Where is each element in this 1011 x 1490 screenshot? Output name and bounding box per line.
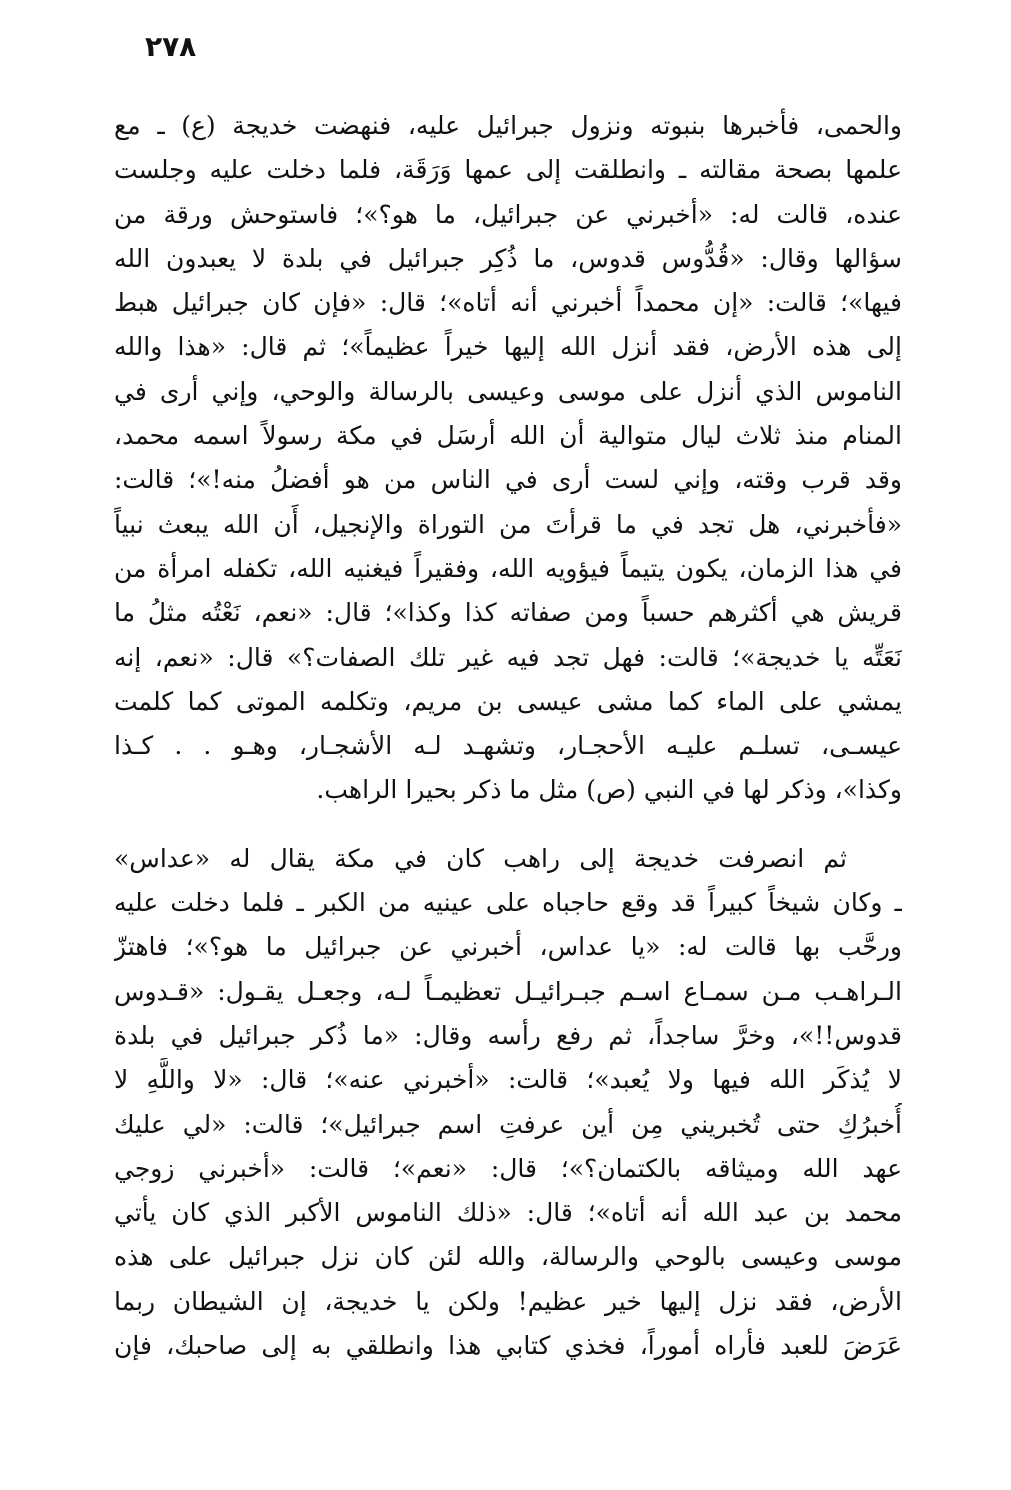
- text-line: قريش هي أكثرهم حسباً ومن صفاته كذا وكذا»؛ قال: «نعم، نَعْتُه مثلُ ما: [114, 598, 902, 628]
- text-line: إلى هذه الأرض، فقد أنزل الله إليها خيراً عظيماً»؛ ثم قال: «هذا والله: [114, 332, 902, 362]
- text-line: أُخبرُكِ حتى تُخبريني مِن أين عرفتِ اسم جبرائيل»؛ قالت: «لي عليك: [114, 1109, 902, 1139]
- text-line: محمد بن عبد الله أنه أتاه»؛ قال: «ذلك الناموس الأكبر الذي كان يأتي: [114, 1198, 902, 1228]
- text-line: المنام منذ ثلاث ليال متوالية أن الله أرسَل في مكة رسولاً اسمه محمد،: [114, 421, 902, 451]
- text-line: نَعَتِّه يا خديجة»؛ قالت: فهل تجد فيه غير تلك الصفات؟» قال: «نعم، إنه: [114, 642, 902, 672]
- text-line: في هذا الزمان، يكون يتيماً فيؤويه الله، وفقيراً فيغنيه الله، تكفله امرأة من: [114, 553, 902, 583]
- text-line: سؤالها وقال: «قُدُّوس قدوس، ما ذُكِر جبرائيل في بلدة لا يعبدون الله: [114, 243, 902, 273]
- text-line: يمشي على الماء كما مشى عيسى بن مريم، وتكلمه الموتى كما كلمت: [114, 686, 902, 716]
- text-line: عهد الله وميثاقه بالكتمان؟»؛ قال: «نعم»؛ قالت: «أخبرني زوجي: [114, 1153, 902, 1183]
- text-line: وكذا»، وذكر لها في النبي (ص) مثل ما ذكر بحيرا الراهب.: [316, 775, 902, 805]
- text-line: عنده، قالت له: «أخبرني عن جبرائيل، ما هو؟»؛ فاستوحش ورقة من: [114, 199, 902, 229]
- text-line: وقد قرب وقته، وإني لست أرى في الناس من هو أفضلُ منه!»؛ قالت:: [114, 465, 902, 495]
- text-line: قدوس!!»، وخرَّ ساجداً، ثم رفع رأسه وقال: «ما ذُكر جبرائيل في بلدة: [114, 1020, 902, 1050]
- text-line: والحمى، فأخبرها بنبوته ونزول جبرائيل عليه، فنهضت خديجة (ع) ـ مع: [114, 111, 902, 140]
- text-line: لا يُذكَر الله فيها ولا يُعبد»؛ قالت: «أخبرني عنه»؛ قال: «لا واللَّهِ لا: [114, 1065, 902, 1095]
- text-line: فيها»؛ قالت: «إن محمداً أخبرني أنه أتاه»؛ قال: «فإن كان جبرائيل هبط: [114, 288, 902, 318]
- text-line: علمها بصحة مقالته ـ وانطلقت إلى عمها وَرَقَة، فلما دخلت عليه وجلست: [114, 155, 902, 185]
- text-line: «فأخبرني، هل تجد في ما قرأتَ من التوراة والإنجيل، أَن الله يبعث نبياً: [114, 509, 902, 539]
- text-line: ورحَّب بها قالت له: «يا عداس، أخبرني عن جبرائيل ما هو؟»؛ فاهتزّ: [114, 932, 902, 962]
- text-line: ـ وكان شيخاً كبيراً قد وقع حاجباه على عينيه من الكبر ـ فلما دخلت عليه: [114, 888, 902, 918]
- text-line: موسى وعيسى بالوحي والرسالة، والله لئن كان نزل جبرائيل على هذه: [114, 1242, 902, 1272]
- paragraph-2: [114, 837, 902, 1369]
- page-body: [114, 104, 902, 1368]
- text-line: عَرَضَ للعبد فأراه أموراً، فخذي كتابي هذا وانطلقي به إلى صاحبك، فإن: [114, 1331, 902, 1361]
- paragraph-1: [114, 104, 902, 813]
- text-line: عيسـى، تسلـم عليـه الأحجـار، وتشهـد لـه الأشجـار، وهـو . . كـذا: [114, 731, 902, 761]
- text-line: الناموس الذي أنزل على موسى وعيسى بالرسالة والوحي، وإني أرى في: [114, 376, 902, 406]
- page-number: ٢٧٨: [145, 30, 197, 63]
- text-line: الـراهـب مـن سمـاع اسـم جبـرائيـل تعظيمـاً لـه، وجعـل يقـول: «قـدوس: [114, 976, 902, 1006]
- paragraph-divider: [114, 813, 902, 837]
- text-line: الأرض، فقد نزل إليها خير عظيم! ولكن يا خديجة، إن الشيطان ربما: [114, 1286, 902, 1316]
- text-line: ثم انصرفت خديجة إلى راهب كان في مكة يقال له «عداس»: [114, 843, 847, 873]
